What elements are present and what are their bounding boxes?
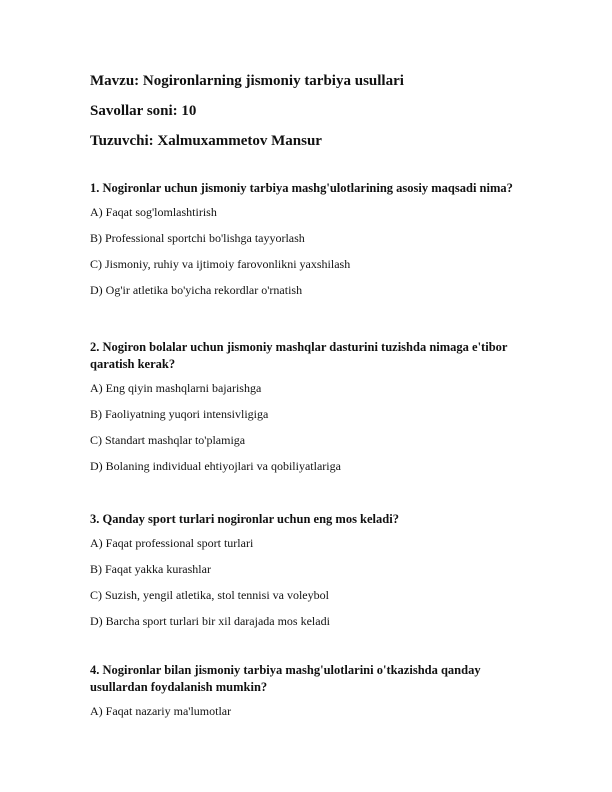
option-d: D) Barcha sport turlari bir xil darajada mos keladi	[90, 614, 330, 628]
option-a: A) Faqat sog'lomlashtirish	[90, 205, 217, 219]
question-count: Savollar soni: 10	[90, 103, 197, 119]
topic-title: Mavzu: Nogironlarning jismoniy tarbiya usullari	[90, 73, 404, 89]
question-title: 4. Nogironlar bilan jismoniy tarbiya mashg'ulotlarini o'tkazishda qanday usullardan foydalanish mumkin?	[90, 663, 481, 694]
question-1	[90, 180, 520, 309]
question-3	[90, 511, 520, 640]
option-c: C) Standart mashqlar to'plamiga	[90, 433, 246, 447]
option-b: B) Professional sportchi bo'lishga tayyorlash	[90, 231, 305, 245]
question-2	[90, 339, 520, 485]
document-header	[90, 72, 404, 162]
option-a: A) Eng qiyin mashqlarni bajarishga	[90, 381, 262, 395]
question-4	[90, 662, 520, 730]
option-a: A) Faqat nazariy ma'lumotlar	[90, 704, 232, 718]
option-b: B) Faqat yakka kurashlar	[90, 562, 211, 576]
question-title: 2. Nogiron bolalar uchun jismoniy mashqlar dasturini tuzishda nimaga e'tibor qaratish kerak?	[90, 340, 508, 371]
option-d: D) Og'ir atletika bo'yicha rekordlar o'rnatish	[90, 283, 303, 297]
option-c: C) Jismoniy, ruhiy va ijtimoiy farovonlikni yaxshilash	[90, 257, 351, 271]
author: Tuzuvchi: Xalmuxammetov Mansur	[90, 133, 322, 149]
question-title: 1. Nogironlar uchun jismoniy tarbiya mashg'ulotlarining asosiy maqsadi nima?	[90, 181, 513, 195]
option-d: D) Bolaning individual ehtiyojlari va qobiliyatlariga	[90, 459, 341, 473]
option-c: C) Suzish, yengil atletika, stol tennisi va voleybol	[90, 588, 329, 602]
option-a: A) Faqat professional sport turlari	[90, 536, 254, 550]
question-title: 3. Qanday sport turlari nogironlar uchun eng mos keladi?	[90, 512, 399, 526]
option-b: B) Faoliyatning yuqori intensivligiga	[90, 407, 269, 421]
